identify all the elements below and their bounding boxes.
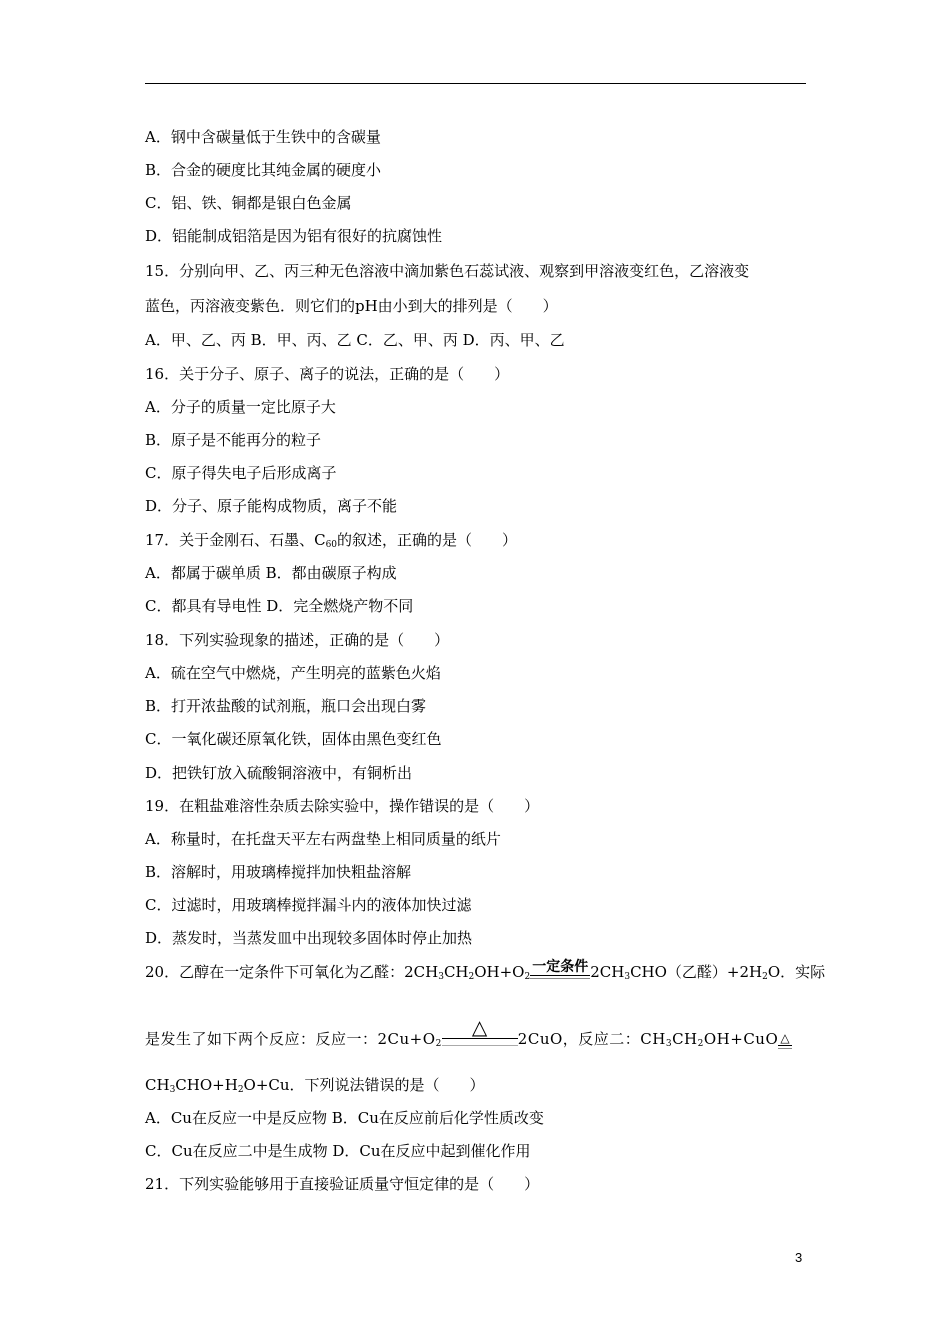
- question-15-line-2: 蓝色，丙溶液变紫色．则它们的pH由小到大的排列是（ ）: [145, 297, 558, 315]
- q20-text: CH: [145, 1076, 170, 1094]
- q20-subscript: 3: [665, 1039, 673, 1049]
- reaction-condition-label: 一定条件: [532, 959, 589, 975]
- question-15-options: A．甲、乙、丙 B．甲、丙、乙 C．乙、甲、丙 D．丙、甲、乙: [145, 331, 565, 349]
- heat-triangle-icon: △: [780, 1031, 791, 1045]
- option-line: D．蒸发时，当蒸发皿中出现较多固体时停止加热: [145, 929, 473, 947]
- option-line: A．硫在空气中燃烧，产生明亮的蓝紫色火焰: [145, 664, 441, 682]
- option-line: C．都具有导电性 D．完全燃烧产物不同: [145, 597, 414, 615]
- option-line: A．都属于碳单质 B．都由碳原子构成: [145, 564, 397, 582]
- option-line: A．Cu在反应一中是反应物 B．Cu在反应前后化学性质改变: [145, 1109, 544, 1127]
- question-19: 19．在粗盐难溶性杂质去除实验中，操作错误的是（ ）: [145, 797, 540, 815]
- q20-text: 2CuO，反应二：CH: [517, 1030, 666, 1048]
- q20-subscript: 2: [762, 972, 768, 982]
- option-line: C．一氧化碳还原氧化铁，固体由黑色变红色: [145, 730, 442, 748]
- option-line: C．Cu在反应二中是生成物 D．Cu在反应中起到催化作用: [145, 1142, 531, 1160]
- reaction-equals-bar: [530, 975, 590, 979]
- q20-text: 20．乙醇在一定条件下可氧化为乙醛：2CH: [145, 963, 439, 981]
- option-line: C．原子得失电子后形成离子: [145, 464, 337, 482]
- q20-subscript: 2: [524, 972, 531, 982]
- question-20-line-1: [145, 959, 826, 985]
- option-line: D．把铁钉放入硫酸铜溶液中，有铜析出: [145, 764, 413, 782]
- q20-text: CH: [443, 963, 469, 981]
- option-line: C．过滤时，用玻璃棒搅拌漏斗内的液体加快过滤: [145, 896, 472, 914]
- page-number: 3: [795, 1250, 803, 1265]
- q20-text: O．实际: [767, 963, 826, 981]
- option-line: C．铝、铁、铜都是银白色金属: [145, 194, 352, 212]
- option-line: A．称量时，在托盘天平左右两盘垫上相同质量的纸片: [145, 830, 501, 848]
- q17-text: 17．关于金刚石、石墨、C: [145, 531, 326, 549]
- option-line: D．分子、原子能构成物质，离子不能: [145, 497, 398, 515]
- option-line: B．溶解时，用玻璃棒搅拌加快粗盐溶解: [145, 863, 412, 881]
- q20-subscript: 2: [237, 1085, 244, 1095]
- option-line: B．合金的硬度比其纯金属的硬度小: [145, 161, 382, 179]
- question-16: 16．关于分子、原子、离子的说法，正确的是（ ）: [145, 365, 510, 383]
- q20-subscript: 3: [438, 972, 444, 982]
- header-rule: [145, 83, 806, 84]
- question-20-line-3: [145, 1075, 485, 1095]
- reaction-equals-bar: [778, 1045, 792, 1049]
- q20-text: OH+O: [474, 963, 525, 981]
- q17-text: 的叙述，正确的是（ ）: [337, 531, 518, 549]
- option-line: A．分子的质量一定比原子大: [145, 398, 336, 416]
- reaction-equals-bar: [442, 1038, 518, 1046]
- q20-subscript: 3: [624, 972, 631, 982]
- heat-condition-arrow: [778, 1032, 792, 1049]
- q20-text: O+Cu．下列说法错误的是（ ）: [243, 1076, 485, 1094]
- question-21: 21．下列实验能够用于直接验证质量守恒定律的是（ ）: [145, 1175, 540, 1193]
- question-17: [145, 530, 517, 550]
- q20-subscript: 2: [697, 1039, 704, 1049]
- q20-subscript: 2: [435, 1039, 442, 1049]
- q20-subscript: 3: [169, 1085, 176, 1095]
- option-line: B．原子是不能再分的粒子: [145, 431, 322, 449]
- question-20-line-2: [145, 1015, 792, 1056]
- heat-triangle-icon: △: [471, 1015, 488, 1039]
- q20-text: CHO+H: [175, 1076, 238, 1094]
- q20-text: CHO（乙醛）+2H: [630, 963, 763, 981]
- heat-condition-arrow: [442, 1017, 518, 1046]
- option-line: B．打开浓盐酸的试剂瓶，瓶口会出现白雾: [145, 697, 427, 715]
- question-15-line-1: 15．分别向甲、乙、丙三种无色溶液中滴加紫色石蕊试液、观察到甲溶液变红色，乙溶液变: [145, 262, 750, 280]
- q20-text: CH: [672, 1030, 698, 1048]
- option-line: D．铝能制成铝箔是因为铝有很好的抗腐蚀性: [145, 227, 443, 245]
- q20-subscript: 2: [468, 972, 475, 982]
- reaction-condition-arrow: [530, 960, 590, 979]
- q20-text: 2CH: [590, 963, 625, 981]
- option-line: A．钢中含碳量低于生铁中的含碳量: [145, 128, 381, 146]
- q20-text: 是发生了如下两个反应：反应一：2Cu+O: [145, 1030, 436, 1048]
- question-18: 18．下列实验现象的描述，正确的是（ ）: [145, 631, 450, 649]
- q20-text: OH+CuO: [703, 1030, 779, 1048]
- q17-subscript: 60: [325, 540, 338, 550]
